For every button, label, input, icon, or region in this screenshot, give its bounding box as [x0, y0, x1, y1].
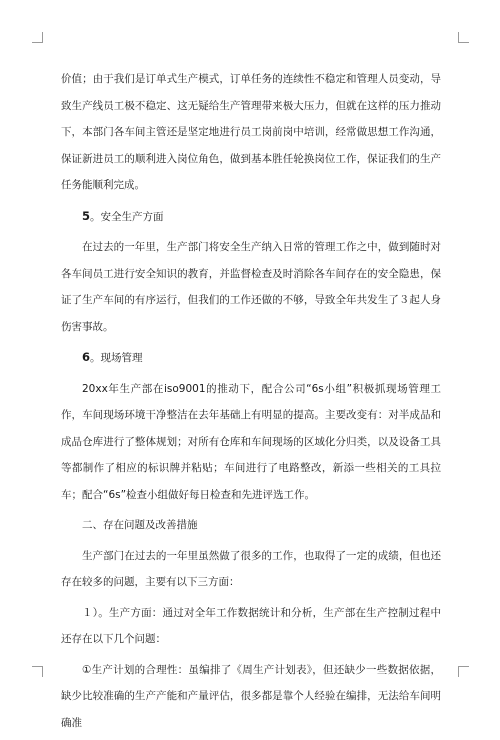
crop-mark-bottom-right: [458, 666, 469, 677]
paragraph-plan: ①生产计划的合理性：虽编排了《周生产计划表》，但还缺少一些数据依据，缺少比较准确的生产产能和产量评估，很多都是靠个人经验在编排，无法给车间明确准: [61, 663, 441, 729]
section-title: 。现场管理: [90, 352, 143, 364]
section-heading-problems: 二、存在问题及改善措施: [82, 519, 198, 531]
section-number: 5: [82, 208, 91, 223]
paragraph-site-management: 20xx年生产部在iso9001的推动下，配合公司“6s小组”积极抓现场管理工作，车间现场环境干净整洁在去年基础上有明显的提高。主要改变有：对半成品和成品仓库进行了整体规划；对所有仓库和车间现场的区域化分归类，以及设备工具等都制作了相应的标识牌并粘贴；车间进行了电路整改，新添一些相关的工具拉车；配合“6s”检查小组做好每日检查和先进评选工作。: [61, 382, 441, 501]
crop-mark-top-left: [32, 32, 43, 43]
paragraph-production: １）。生产方面：通过对全年工作数据统计和分析，生产部在生产控制过程中还存在以下几个问题：: [61, 606, 441, 645]
section-heading-safety: [61, 203, 441, 231]
document-body: [61, 66, 441, 740]
paragraph-intro: 价值；由于我们是订单式生产模式，订单任务的连续性不稳定和管理人员变动，导致生产线员工极不稳定、这无疑给生产管理带来极大压力，但就在这样的压力推动下，本部门各车间主管还是坚定地进行员工岗前岗中培训，经常做思想工作沟通，保证新进员工的顺利进入岗位角色，做到基本胜任轮换岗位工作，保证我们的生产任务能顺利完成。: [61, 73, 441, 191]
paragraph-safety: 在过去的一年里，生产部门将安全生产纳入日常的管理工作之中，做到随时对各车间员工进行安全知识的教育，并监督检查及时消除各车间存在的安全隐患，保证了生产车间的有序运行，但我们的工作还做的不够，导致全年共发生了３起人身伤害事故。: [61, 241, 441, 333]
crop-mark-bottom-left: [32, 666, 43, 677]
paragraph-problems-intro: 生产部门在过去的一年里虽然做了很多的工作，也取得了一定的成绩，但也还存在较多的问题，主要有以下三方面：: [61, 549, 441, 588]
crop-mark-top-right: [458, 32, 469, 43]
section-heading-site: [61, 344, 441, 372]
section-number: 6: [82, 350, 91, 364]
section-title: 。安全生产方面: [90, 210, 164, 223]
